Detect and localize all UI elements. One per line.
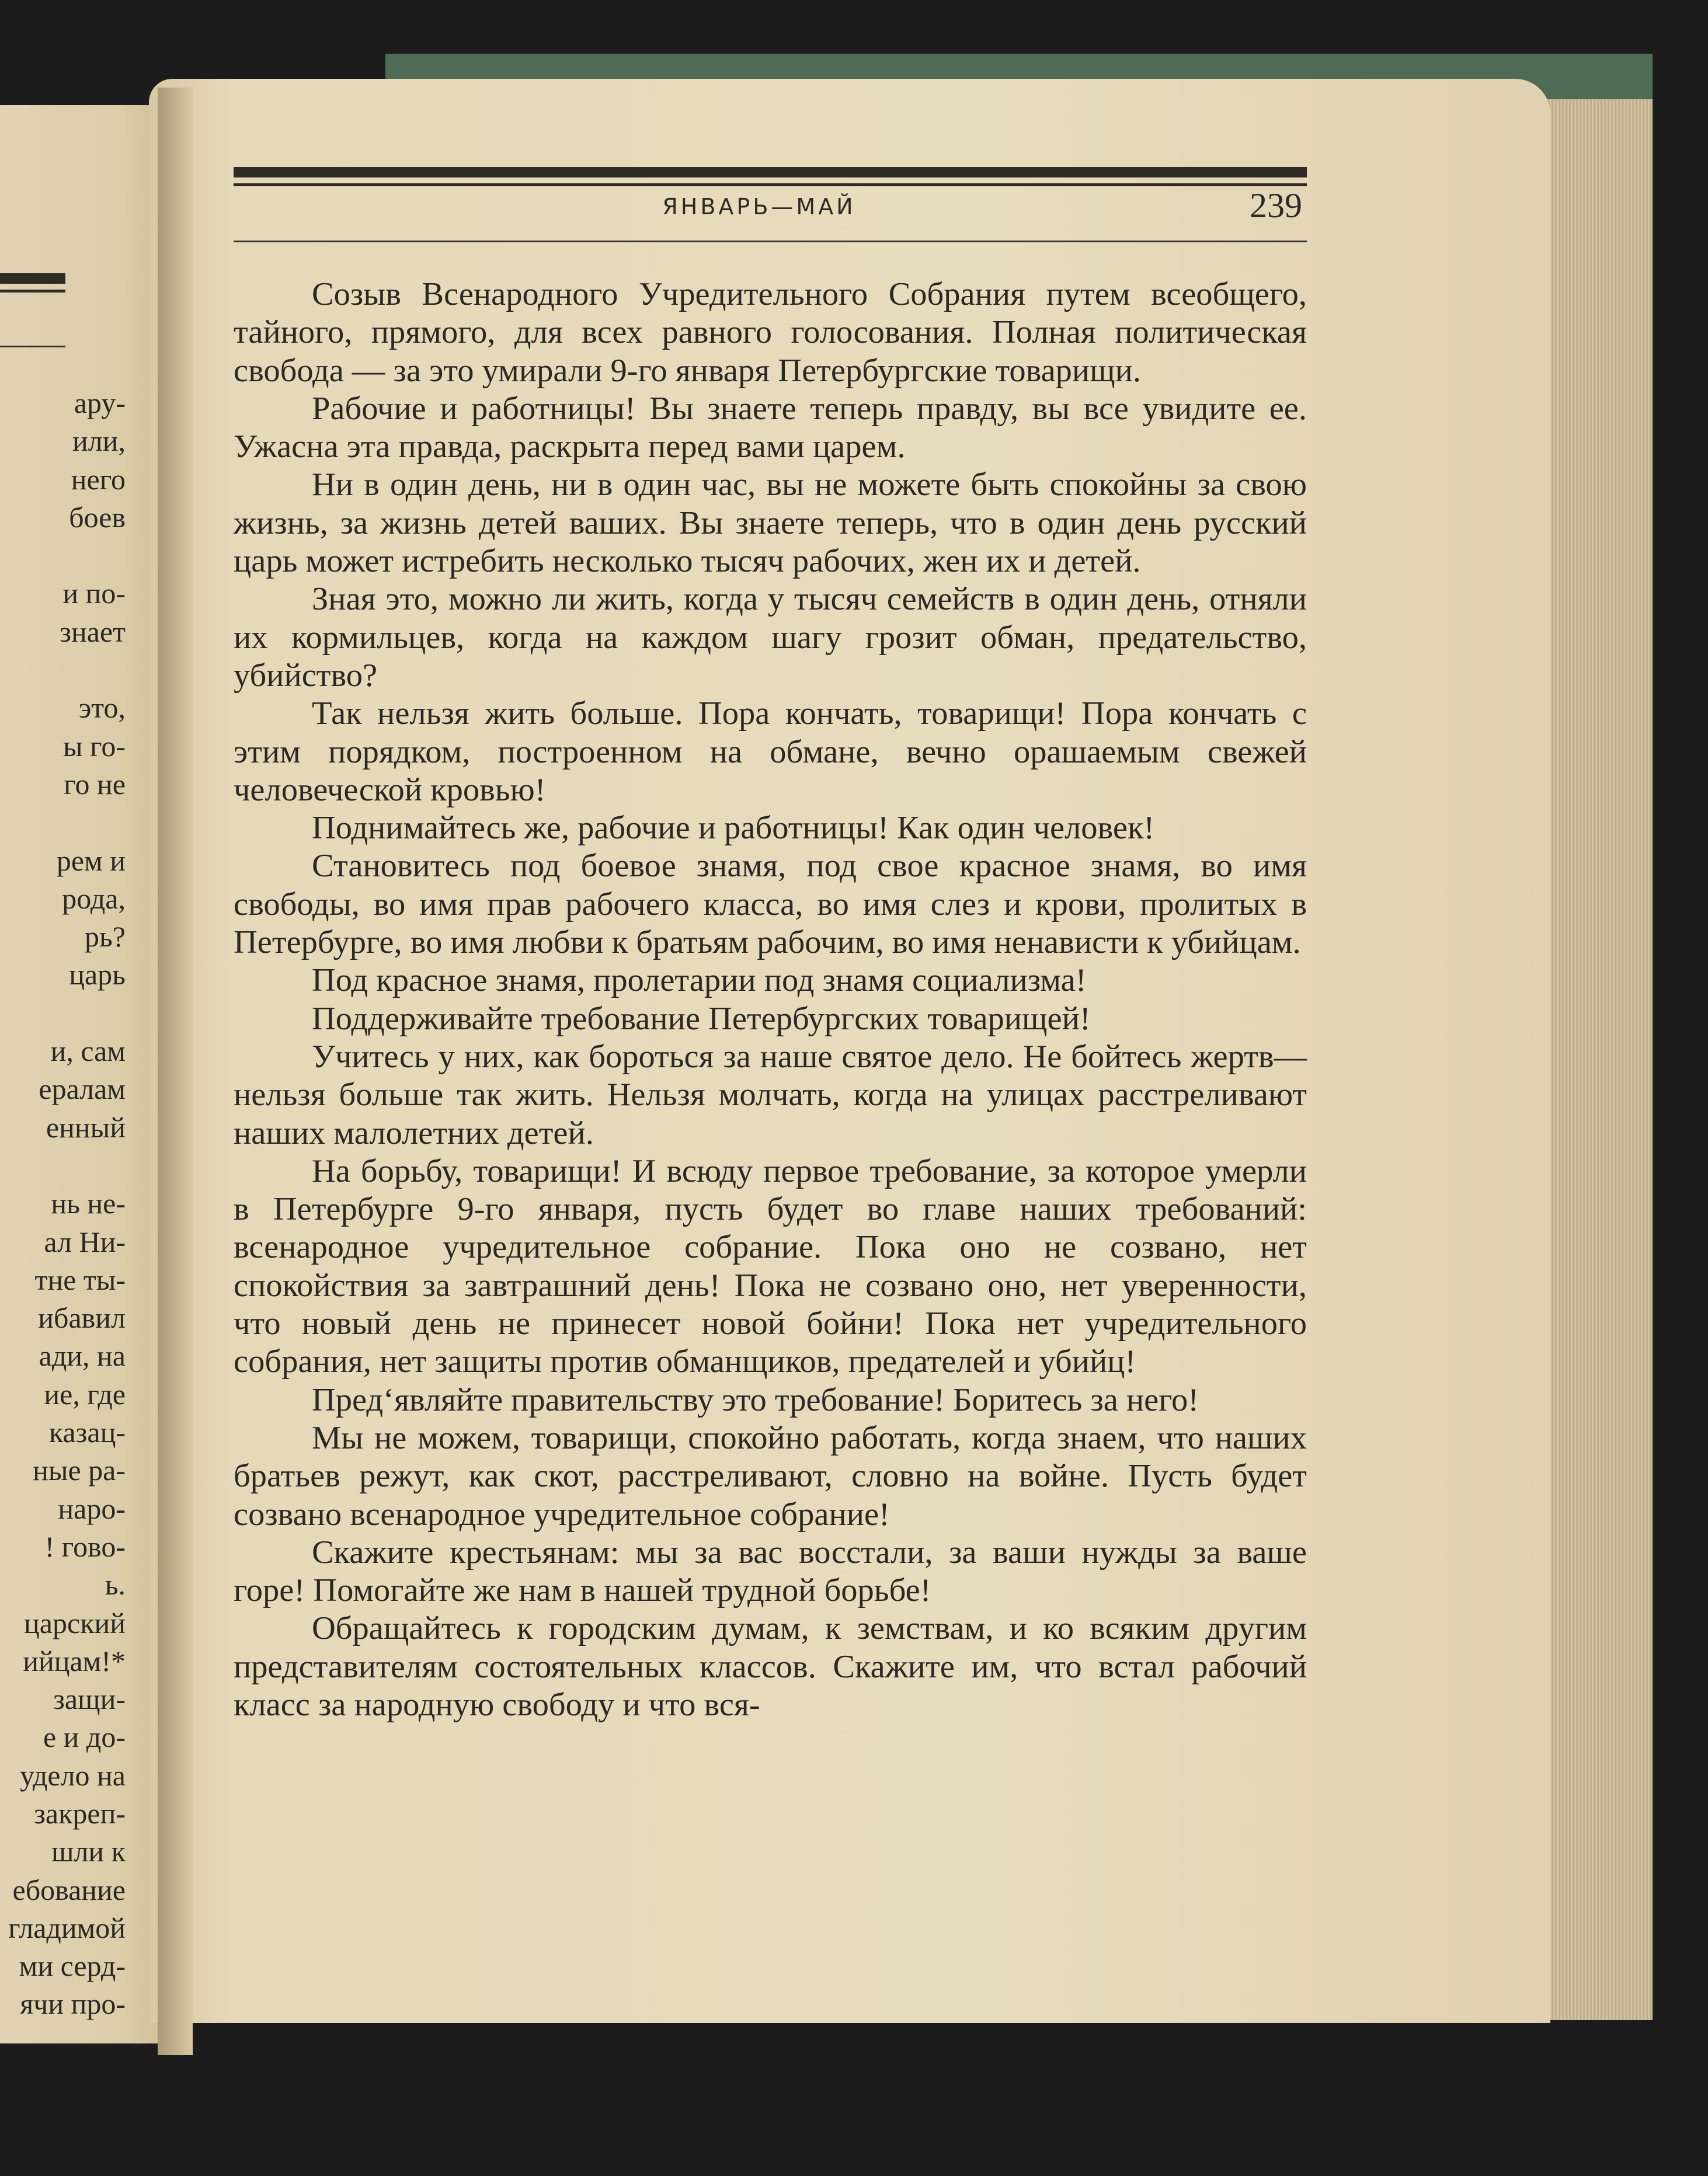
left-page-line: наро- bbox=[58, 1492, 126, 1525]
running-head: ЯНВАРЬ—МАЙ bbox=[662, 194, 856, 220]
left-page-line: ибавил bbox=[38, 1301, 126, 1335]
paragraph: Учитесь у них, как бороться за наше святое дело. Не бойтесь жертв—нельзя больше так жить. Нельзя молчать, когда на улицах расстреливают наших малолетних детей. bbox=[234, 1038, 1307, 1151]
left-page-line: тне ты- bbox=[34, 1263, 126, 1296]
left-page-line: ералам bbox=[39, 1073, 126, 1106]
left-page-line: ебование bbox=[12, 1873, 126, 1906]
left-page-line: рода, bbox=[62, 882, 126, 915]
left-page-line: ару- bbox=[74, 387, 126, 419]
left-page-line bbox=[0, 803, 126, 841]
left-page-line bbox=[0, 994, 126, 1032]
left-running-rule-thin bbox=[0, 290, 65, 293]
gutter bbox=[158, 88, 193, 2055]
left-page-text bbox=[0, 384, 126, 2024]
left-page-line: ь. bbox=[105, 1568, 126, 1601]
left-page-line: енный bbox=[46, 1110, 126, 1144]
left-running-rule bbox=[0, 273, 65, 284]
paragraph: Становитесь под боевое знамя, под свое красное знамя, во имя свободы, во имя прав рабочего класса, во имя слез и крови, пролитых в Петербурге, во имя любви к братьям рабочим, во имя ненависти к убийцам. bbox=[234, 848, 1307, 961]
left-page-line: ячи про- bbox=[20, 1987, 126, 2021]
left-page-line: гладимой bbox=[8, 1911, 126, 1944]
page-number: 239 bbox=[1250, 186, 1302, 225]
paragraph: Так нельзя жить больше. Пора кончать, товарищи! Пора кончать с этим порядком, построенном на обмане, вечно орашаемым свежей человеческой кровью! bbox=[234, 695, 1307, 808]
left-page-line: и, сам bbox=[50, 1035, 126, 1068]
left-page-line bbox=[0, 651, 126, 689]
left-page-line: ийцам!* bbox=[23, 1644, 126, 1677]
paragraph: На борьбу, товарищи! И всюду первое требование, за которое умерли в Петербурге 9-го января, пусть будет во главе наших требований: всенародное учредительное собрание. Пока оно не созвано, нет спокойствия за завтрашний день! Пока не созвано оно, нет уверенности, что новый день не принесет новой бойни! Пока нет учредительного собрания, нет защиты против обманщиков, предателей и убийц! bbox=[234, 1153, 1307, 1380]
left-page-line: это, bbox=[78, 691, 126, 725]
left-page-line: рем и bbox=[56, 844, 126, 877]
paragraph: Зная это, можно ли жить, когда у тысяч семейств в один день, отняли их кормильцев, когда на каждом шагу грозит обман, предательство, убийство? bbox=[234, 581, 1307, 694]
page-body bbox=[234, 276, 1307, 1724]
left-page-line: удело на bbox=[20, 1759, 126, 1792]
paragraph: Созыв Всенародного Учредительного Собрания путем всеобщего, тайного, прямого, для всех равного голосования. Полная политическая свобода — за это умирали 9-го января Петербургские товарищи. bbox=[234, 276, 1307, 389]
left-page-line: е и до- bbox=[43, 1721, 126, 1754]
left-page-line bbox=[0, 537, 126, 575]
left-page-line: казац- bbox=[48, 1416, 126, 1449]
paragraph: Поднимайтесь же, рабочие и работницы! Как один человек! bbox=[312, 810, 1155, 847]
left-page-line: ми серд- bbox=[19, 1949, 126, 1983]
running-rule-thin bbox=[234, 183, 1307, 186]
left-page-line bbox=[0, 1147, 126, 1185]
left-page-line: царский bbox=[24, 1606, 126, 1639]
left-page-line: нь не- bbox=[51, 1187, 126, 1220]
left-page-line: ы го- bbox=[62, 729, 126, 763]
left-page-line: защи- bbox=[53, 1683, 126, 1716]
left-page-line: или, bbox=[72, 424, 126, 458]
left-page-line: знает bbox=[60, 615, 126, 648]
left-page-line: го не bbox=[64, 767, 126, 800]
paragraph: Обращайтесь к городским думам, к земствам, и ко всяким другим представителям состоятельных классов. Скажите им, что встал рабочий класс за народную свободу и что вся- bbox=[234, 1610, 1307, 1723]
paragraph: Мы не можем, товарищи, спокойно работать, когда знаем, что наших братьев режут, как скот, расстреливают, словно на войне. Пусть будет созвано всенародное учредительное собрание! bbox=[234, 1419, 1307, 1533]
paragraph: Скажите крестьянам: мы за вас восстали, за ваши нужды за ваше горе! Помогайте же нам в нашей трудной борьбе! bbox=[234, 1534, 1307, 1609]
left-header-rule bbox=[0, 346, 65, 347]
paragraph: Рабочие и работницы! Вы знаете теперь правду, вы все увидите ее. Ужасна эта правда, раскрыта перед вами царем. bbox=[234, 390, 1307, 465]
left-page-line: боев bbox=[69, 500, 126, 534]
left-page-line: рь? bbox=[85, 920, 126, 953]
left-page-line: шли к bbox=[51, 1835, 126, 1868]
left-page-line: ал Ни- bbox=[44, 1225, 126, 1258]
running-rule bbox=[234, 167, 1307, 177]
left-page-line: ! гово- bbox=[44, 1530, 126, 1563]
left-page-line: царь bbox=[69, 958, 126, 991]
paragraph: Ни в один день, ни в один час, вы не можете быть спокойны за свою жизнь, за жизнь детей ваших. Вы знаете теперь, что в один день русский царь может истребить несколько тысяч рабочих, жен их и детей. bbox=[234, 466, 1307, 580]
left-page-line: закреп- bbox=[34, 1796, 126, 1830]
left-page-line: ные ра- bbox=[33, 1454, 126, 1487]
left-page-line: него bbox=[71, 462, 126, 496]
header-rule bbox=[234, 241, 1307, 242]
left-page-line: ие, где bbox=[44, 1377, 126, 1411]
paragraph: Под красное знамя, пролетарии под знамя социализма! bbox=[312, 962, 1087, 999]
left-page-line: ади, на bbox=[39, 1339, 126, 1373]
paragraph: Пред‘являйте правительству это требование! Боритесь за него! bbox=[312, 1381, 1199, 1418]
left-page-line: и по- bbox=[62, 577, 126, 610]
paragraph: Поддерживайте требование Петербургских товарищей! bbox=[312, 1000, 1091, 1037]
